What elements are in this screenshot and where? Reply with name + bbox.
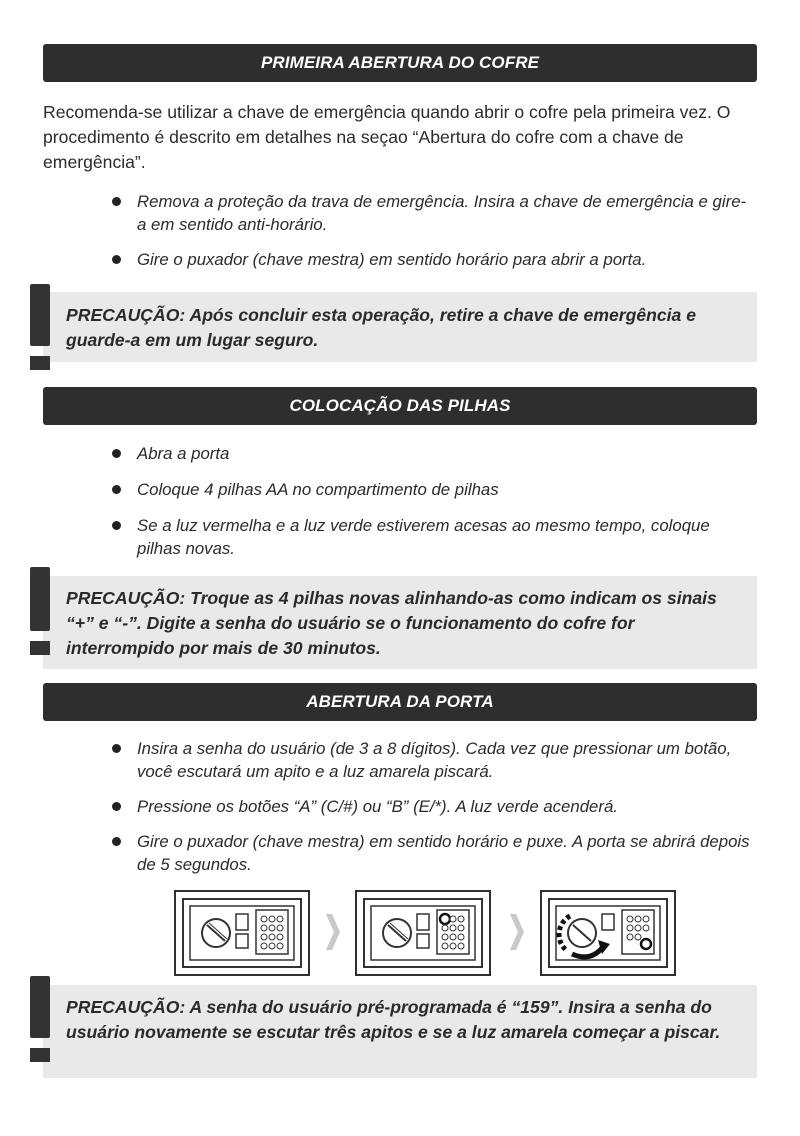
first-opening-list: [110, 190, 750, 271]
section-title: ABERTURA DA PORTA: [306, 692, 494, 711]
list-item: Gire o puxador (chave mestra) em sentido horário e puxe. A porta se abrirá depois de 5 segundos.: [110, 830, 750, 876]
door-opening-list: [110, 737, 750, 876]
caution-box: [43, 985, 757, 1078]
chevron-right-icon: [326, 914, 340, 955]
section-header-batteries: [43, 387, 757, 425]
list-item: Coloque 4 pilhas AA no compartimento de pilhas: [110, 478, 750, 501]
intro-paragraph: Recomenda-se utilizar a chave de emergência quando abrir o cofre pela primeira vez. O procedimento é descrito em detalhes na seçao “Abertura do cofre com a chave de emergência”.: [43, 102, 731, 172]
safe-illustration-step-3: [540, 890, 676, 976]
list-item: Gire o puxador (chave mestra) em sentido horário para abrir a porta.: [110, 248, 750, 271]
section-header-first-opening: [43, 44, 757, 82]
list-item: Remova a proteção da trava de emergência. Insira a chave de emergência e gire-a em sentido anti-horário.: [110, 190, 750, 236]
section-title: PRIMEIRA ABERTURA DO COFRE: [260, 53, 540, 72]
list-item: Insira a senha do usuário (de 3 a 8 dígitos). Cada vez que pressionar um botão, você escutará um apito e a luz amarela piscará.: [110, 737, 750, 783]
chevron-right-icon: [510, 914, 524, 955]
caution-text: PRECAUÇÃO: Após concluir esta operação, retire a chave de emergência e guarde-a em um lugar seguro.: [66, 305, 697, 350]
section-title: COLOCAÇÃO DAS PILHAS: [289, 396, 511, 415]
caution-box: [43, 292, 757, 362]
exclamation-icon: [30, 567, 52, 655]
exclamation-icon: [30, 284, 52, 370]
caution-box: [43, 576, 757, 669]
exclamation-icon: [30, 976, 52, 1062]
caution-text: PRECAUÇÃO: A senha do usuário pré-programada é “159”. Insira a senha do usuário novamente se escutar três apitos e se a luz amarela começar a piscar.: [66, 997, 721, 1042]
section-header-door-opening: [43, 683, 757, 721]
list-item: Abra a porta: [110, 442, 750, 465]
safe-illustration-step-1: [174, 890, 310, 976]
list-item: Se a luz vermelha e a luz verde estiverem acesas ao mesmo tempo, coloque pilhas novas.: [110, 514, 750, 560]
list-item: Pressione os botões “A” (C/#) ou “B” (E/*). A luz verde acenderá.: [110, 795, 750, 818]
caution-text: PRECAUÇÃO: Troque as 4 pilhas novas alinhando-as como indicam os sinais “+” e “-”. Digite a senha do usuário se o funcionamento do cofre for interrompido por mais de 30 minutos.: [66, 588, 717, 658]
safe-illustration-step-2: [355, 890, 491, 976]
batteries-list: [110, 442, 750, 560]
